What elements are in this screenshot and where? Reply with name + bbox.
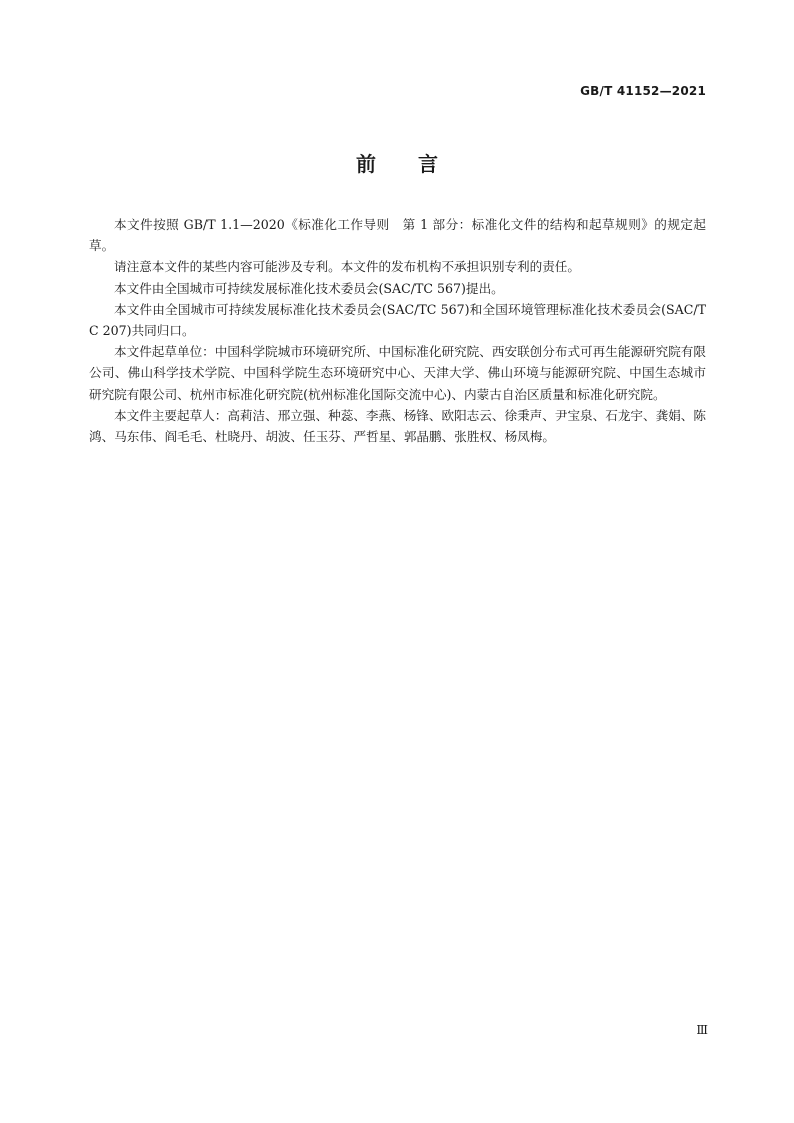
foreword-body xyxy=(89,214,706,447)
page-title: 前言 xyxy=(356,152,480,176)
paragraph-proposed-by: 本文件由全国城市可持续发展标准化技术委员会(SAC/TC 567)提出。 xyxy=(114,280,504,296)
page-number: Ⅲ xyxy=(696,1023,708,1037)
paragraph-administered-by: 本文件由全国城市可持续发展标准化技术委员会(SAC/TC 567)和全国环境管理标准化技术委员会(SAC/TC 207)共同归口。 xyxy=(89,301,706,339)
paragraph-drafting-rules: 本文件按照 GB/T 1.1—2020《标准化工作导则 第 1 部分：标准化文件的结构和起草规则》的规定起草。 xyxy=(89,217,706,254)
standard-number: GB/T 41152—2021 xyxy=(580,84,706,98)
paragraph-patent-notice: 请注意本文件的某些内容可能涉及专利。本文件的发布机构不承担识别专利的责任。 xyxy=(114,259,580,275)
paragraph-drafting-organizations: 本文件起草单位：中国科学院城市环境研究所、中国标准化研究院、西安联创分布式可再生能源研究院有限公司、佛山科学技术学院、中国科学院生态环境研究中心、天津大学、佛山环境与能源研究院、中国生态城市研究院有限公司、杭州市标准化研究院(杭州标准化国际交流中心)、内蒙古自治区质量和标准化研究院。 xyxy=(89,344,706,402)
paragraph-main-drafters: 本文件主要起草人：高莉洁、邢立强、种蕊、李燕、杨锋、欧阳志云、徐秉声、尹宝泉、石龙宇、龚娟、陈鸿、马东伟、阎毛毛、杜晓丹、胡波、任玉芬、严哲星、郭晶鹏、张胜权、杨凤梅。 xyxy=(89,407,706,445)
